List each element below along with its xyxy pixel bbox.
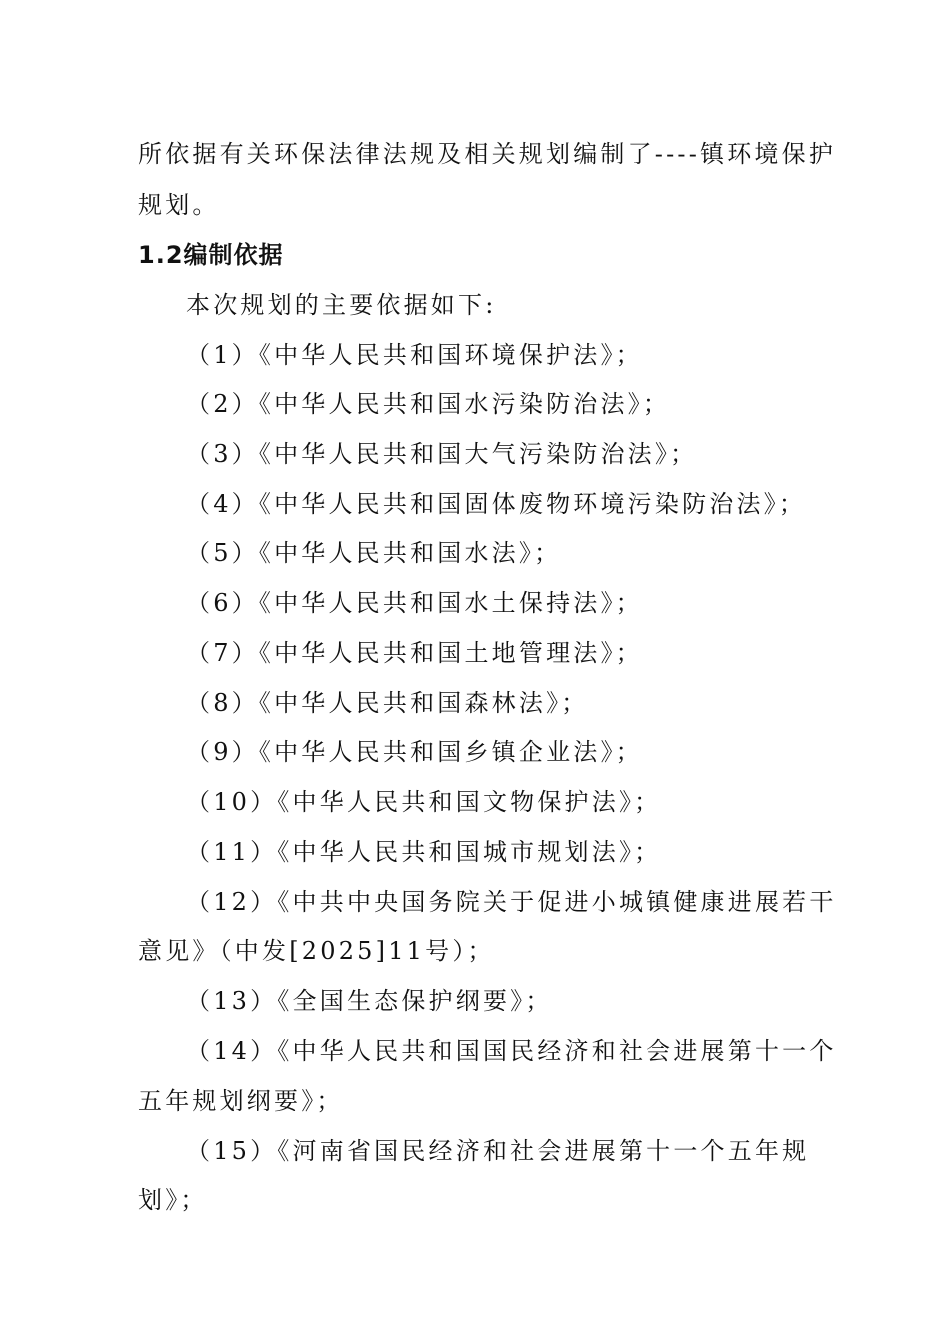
basis-item-1: （1）《中华人民共和国环境保护法》； bbox=[186, 341, 643, 369]
basis-item-15-line-1: （15）《河南省国民经济和社会进展第十一个五年规 bbox=[186, 1137, 810, 1165]
basis-item-6: （6）《中华人民共和国水土保持法》； bbox=[186, 589, 643, 617]
basis-item-14-line-2: 五年规划纲要》； bbox=[138, 1087, 344, 1115]
basis-item-7: （7）《中华人民共和国土地管理法》； bbox=[186, 639, 643, 667]
basis-item-2: （2）《中华人民共和国水污染防治法》； bbox=[186, 390, 671, 418]
basis-item-10: （10）《中华人民共和国文物保护法》； bbox=[186, 788, 662, 816]
basis-item-3: （3）《中华人民共和国大气污染防治法》； bbox=[186, 440, 698, 468]
basis-item-13: （13）《全国生态保护纲要》； bbox=[186, 987, 553, 1015]
intro-line-2: 规划。 bbox=[138, 191, 220, 219]
basis-item-12-line-1: （12）《中共中央国务院关于促进小城镇健康进展若干 bbox=[186, 888, 837, 916]
basis-item-14-line-1: （14）《中华人民共和国国民经济和社会进展第十一个 bbox=[186, 1037, 837, 1065]
basis-item-11: （11）《中华人民共和国城市规划法》； bbox=[186, 838, 662, 866]
lead-text: 本次规划的主要依据如下: bbox=[186, 291, 497, 319]
basis-item-9: （9）《中华人民共和国乡镇企业法》； bbox=[186, 738, 643, 766]
section-heading: 1.2编制依据 bbox=[138, 241, 284, 269]
basis-item-12-line-2: 意见》（中发[2025]11号）； bbox=[138, 937, 495, 965]
basis-item-15-line-2: 划》； bbox=[138, 1186, 208, 1214]
basis-item-5: （5）《中华人民共和国水法》； bbox=[186, 539, 562, 567]
basis-item-4: （4）《中华人民共和国固体废物环境污染防治法》； bbox=[186, 490, 807, 518]
basis-item-8: （8）《中华人民共和国森林法》； bbox=[186, 689, 589, 717]
intro-line-1: 所依据有关环保法律法规及相关规划编制了----镇环境保护 bbox=[138, 140, 837, 168]
